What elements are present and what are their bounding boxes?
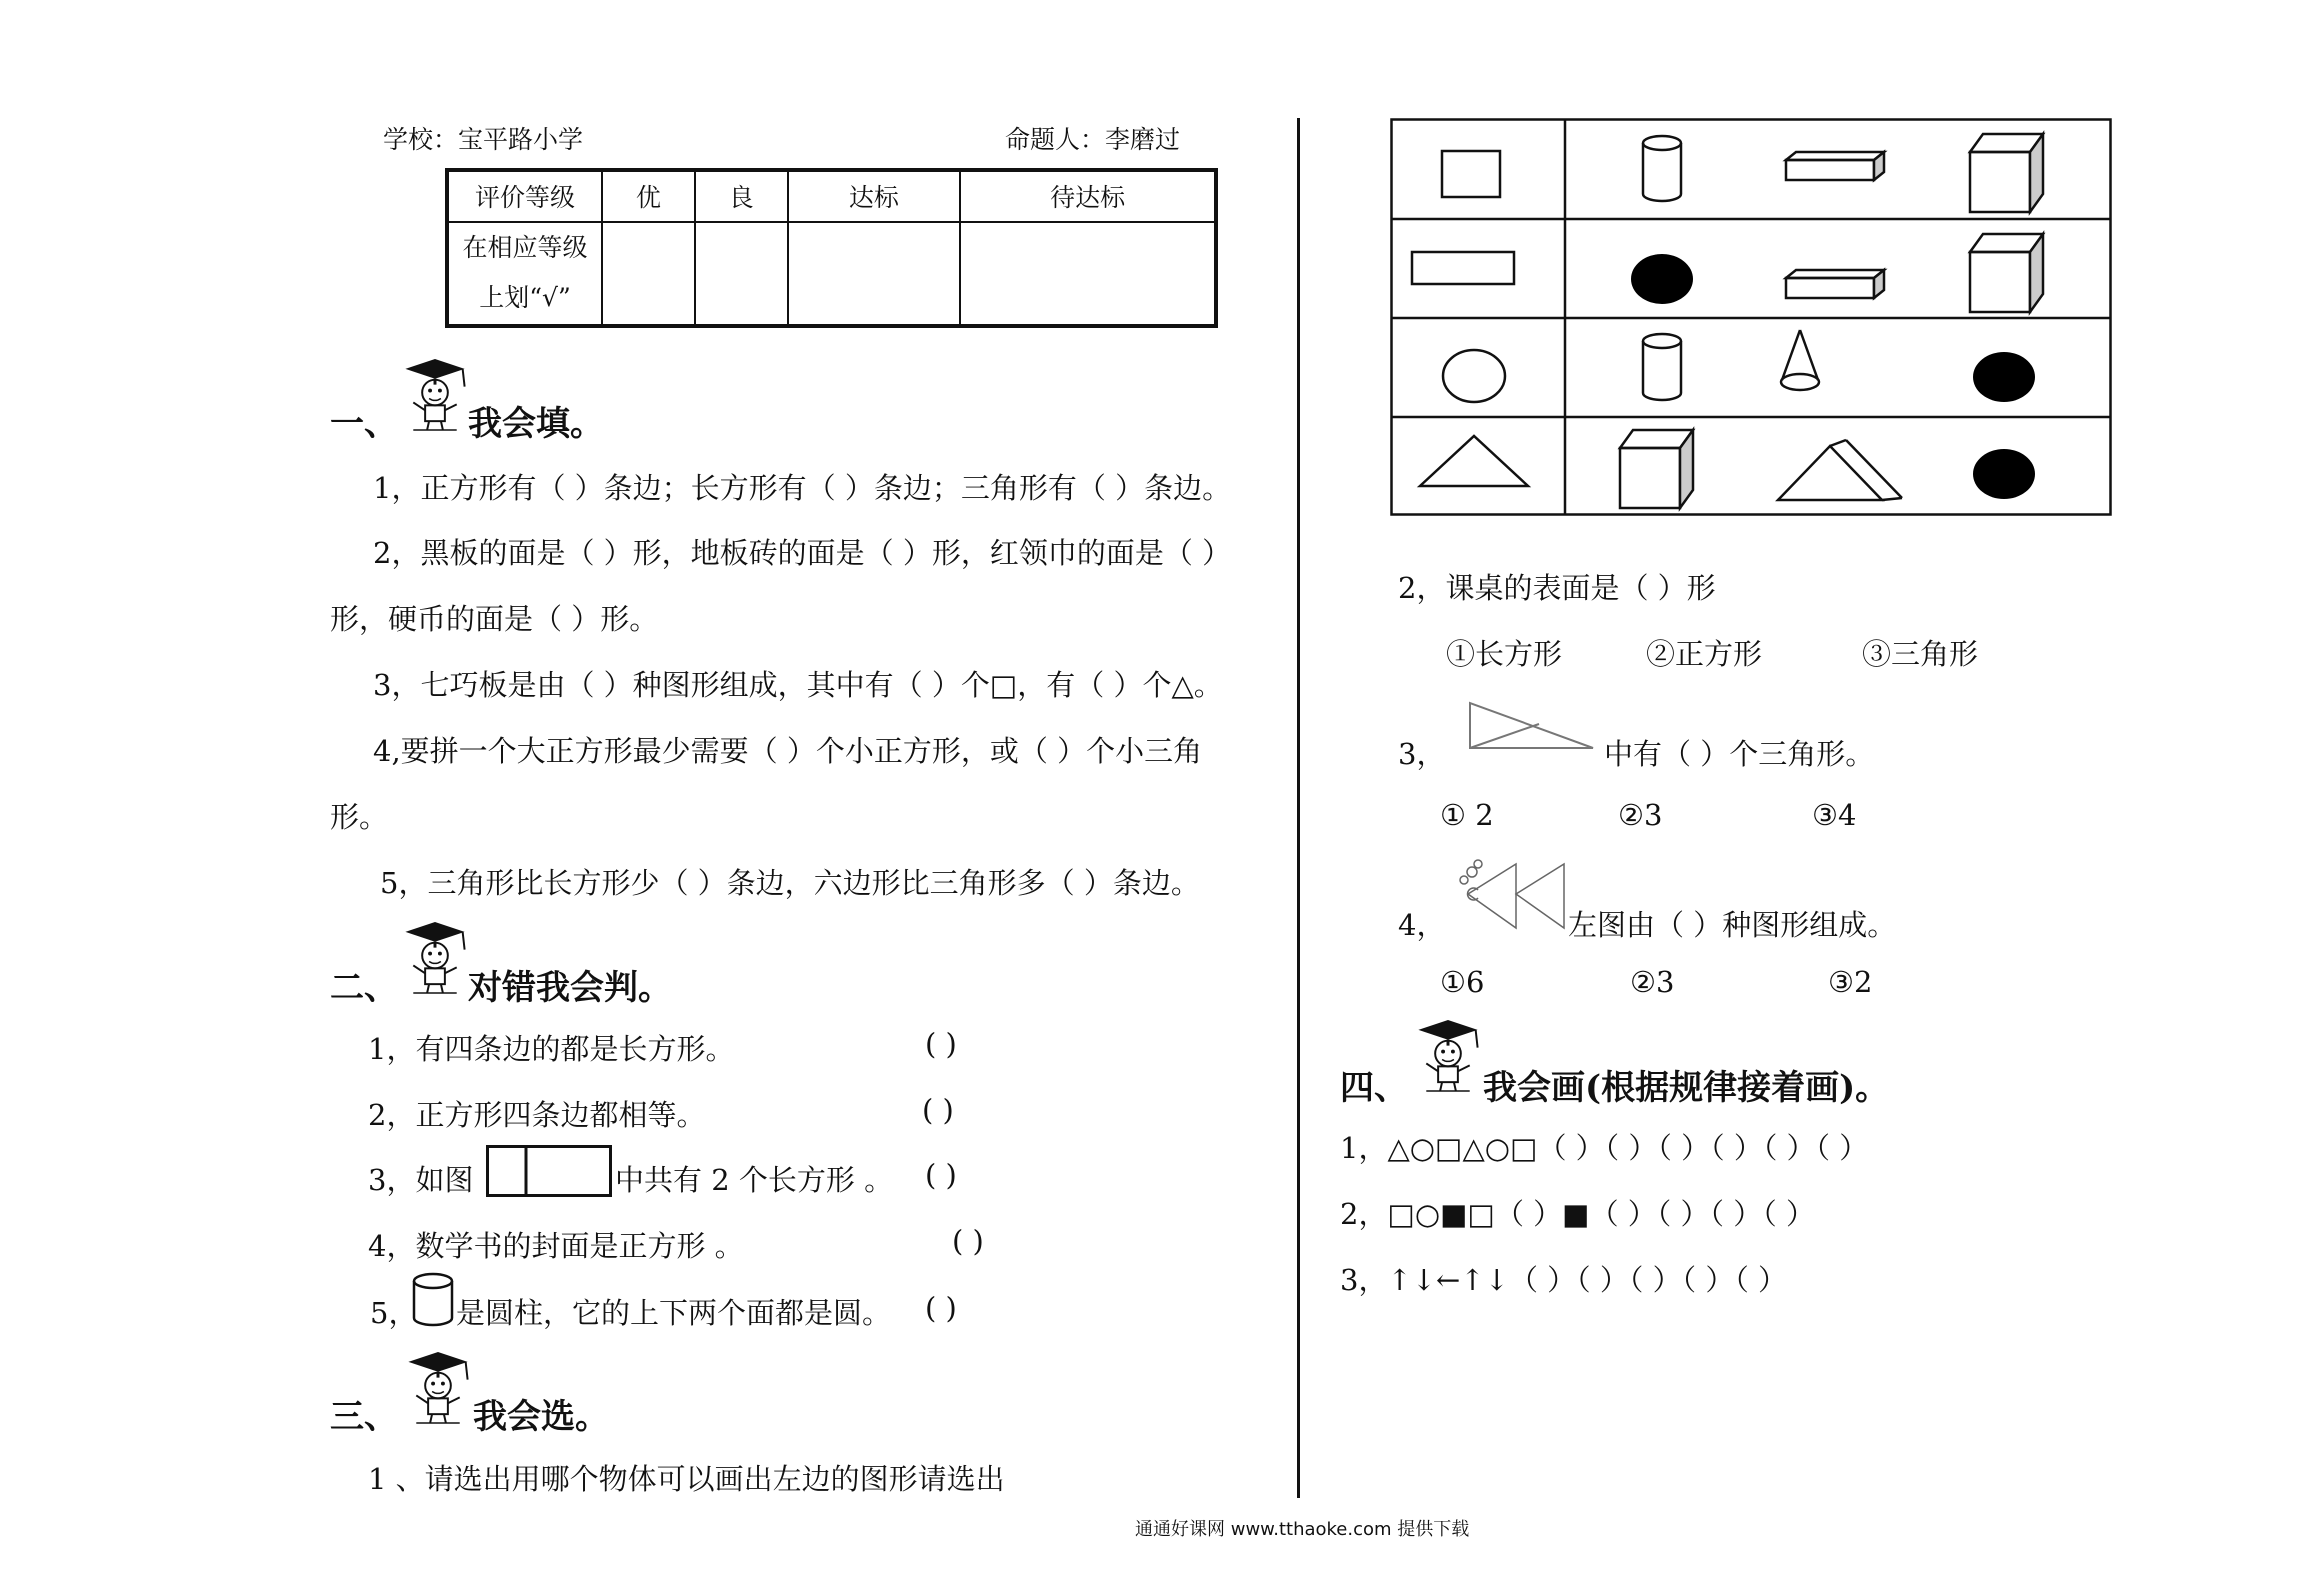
cuboid-shape — [1786, 270, 1884, 298]
triangle-figure — [1467, 700, 1597, 752]
section4-number: 四、 — [1340, 1068, 1408, 1108]
s3-q4-opt1[interactable]: ①6 — [1440, 965, 1485, 999]
s1-q2a: 2，黑板的面是（ ）形，地板砖的面是（ ）形，红领巾的面是（ ） — [373, 536, 1232, 570]
s2-q1-answer[interactable]: ( ) — [925, 1027, 957, 1061]
mascot-icon — [1408, 1018, 1488, 1093]
cylinder-icon — [410, 1272, 456, 1328]
s3-q3-opt3[interactable]: ③4 — [1812, 798, 1857, 832]
mascot-icon — [398, 1350, 478, 1425]
s1-q2b: 形，硬币的面是（ ）形。 — [330, 602, 659, 636]
s3-q4a: 4， — [1398, 908, 1446, 942]
s3-q4b: 左图由（ ）种图形组成。 — [1568, 908, 1897, 942]
triangle-shape — [1420, 436, 1528, 486]
section3-heading: 我会选。 — [473, 1397, 609, 1437]
s4-q3: 3，↑↓←↑↓（ ）（ ）（ ）（ ）（ ） — [1340, 1263, 1788, 1297]
black-circle-shape — [1973, 352, 2035, 402]
school-label: 学校：宝平路小学 — [383, 125, 584, 154]
s2-q1: 1，有四条边的都是长方形。 — [368, 1032, 735, 1066]
rectangle-shape — [1412, 252, 1514, 284]
s3-q2-opt3[interactable]: ③三角形 — [1862, 637, 1979, 671]
s2-q4: 4，数学书的封面是正方形 。 — [368, 1229, 744, 1263]
section3-number: 三、 — [330, 1397, 398, 1437]
section1-number: 一、 — [330, 404, 398, 444]
grade-cell — [788, 222, 961, 326]
grade-header-excellent: 优 — [602, 170, 695, 222]
s2-q5b: 是圆柱，它的上下两个面都是圆。 — [456, 1296, 892, 1330]
cylinder-shape — [1643, 136, 1681, 201]
grade-table — [445, 168, 1218, 328]
grade-cell — [695, 222, 788, 326]
black-circle-shape — [1631, 254, 1693, 304]
s1-q5: 5，三角形比长方形少（ ）条边，六边形比三角形多（ ）条边。 — [380, 866, 1200, 900]
grade-header-good: 良 — [695, 170, 788, 222]
grade-header-pass: 达标 — [788, 170, 961, 222]
s4-q2: 2，□○■□（ ）■（ ）（ ）（ ）（ ） — [1340, 1197, 1815, 1231]
s1-q1: 1，正方形有（ ）条边；长方形有（ ）条边；三角形有（ ）条边。 — [373, 471, 1232, 505]
column-divider — [1297, 118, 1300, 1498]
s3-q2: 2，课桌的表面是（ ）形 — [1398, 571, 1716, 605]
s2-q3b: 中共有 2 个长方形 。 — [615, 1163, 894, 1197]
section2-number: 二、 — [330, 968, 398, 1008]
grade-header-needs-work: 待达标 — [960, 170, 1216, 222]
footer-credit: 通通好课网 www.tthaoke.com 提供下载 — [1135, 1519, 1470, 1540]
s3-q3b: 中有（ ）个三角形。 — [1604, 737, 1875, 771]
s1-q4a: 4,要拼一个大正方形最少需要（ ）个小正方形，或（ ）个小三角 — [373, 734, 1203, 768]
section1-heading: 我会填。 — [468, 404, 604, 444]
s3-q2-opt1[interactable]: ①长方形 — [1446, 637, 1563, 671]
circle-shape — [1443, 350, 1505, 402]
s3-q3-opt1[interactable]: ① 2 — [1440, 798, 1494, 832]
s1-q3: 3，七巧板是由（ ）种图形组成，其中有（ ）个□，有（ ）个△。 — [373, 668, 1223, 702]
s3-q1: 1 、请选出用哪个物体可以画出左边的图形请选出 — [368, 1462, 1005, 1496]
tangram-figure — [1448, 850, 1568, 930]
triangular-prism-shape — [1778, 440, 1902, 500]
s2-q4-answer[interactable]: ( ) — [952, 1224, 984, 1258]
s2-q3-answer[interactable]: ( ) — [925, 1158, 957, 1192]
grade-row-label-2: 上划“√” — [479, 283, 571, 312]
black-circle-shape — [1973, 449, 2035, 499]
cylinder-shape — [1643, 334, 1681, 400]
s3-q4-opt3[interactable]: ③2 — [1828, 965, 1873, 999]
square-shape — [1442, 151, 1500, 197]
cone-shape — [1781, 330, 1819, 390]
s2-q5a: 5， — [370, 1296, 418, 1330]
s2-q2-answer[interactable]: ( ) — [922, 1093, 954, 1127]
cube-shape — [1620, 430, 1693, 508]
two-rectangles-figure — [486, 1145, 612, 1197]
cuboid-shape — [1786, 152, 1884, 180]
grade-header-level: 评价等级 — [447, 170, 602, 222]
cube-shape — [1970, 134, 2043, 212]
mascot-icon — [395, 920, 475, 995]
s3-q4-opt2[interactable]: ②3 — [1630, 965, 1675, 999]
s2-q2: 2，正方形四条边都相等。 — [368, 1098, 706, 1132]
grade-row-label-1: 在相应等级 — [462, 233, 588, 262]
mascot-icon — [395, 357, 475, 432]
s4-q1: 1，△○□△○□（ ）（ ）（ ）（ ）（ ）（ ） — [1340, 1131, 1869, 1165]
s1-q4b: 形。 — [330, 800, 389, 834]
author-label: 命题人：李磨过 — [1005, 125, 1181, 154]
s2-q5-answer[interactable]: ( ) — [925, 1291, 957, 1325]
cube-shape — [1970, 234, 2043, 312]
s2-q3a: 3，如图 — [368, 1163, 474, 1197]
section4-heading: 我会画(根据规律接着画)。 — [1483, 1068, 1890, 1108]
grade-cell — [602, 222, 695, 326]
s3-q2-opt2[interactable]: ②正方形 — [1646, 637, 1763, 671]
s3-q3a: 3， — [1398, 737, 1446, 771]
grade-cell — [960, 222, 1216, 326]
shape-matching-table — [1390, 118, 2112, 516]
s3-q3-opt2[interactable]: ②3 — [1618, 798, 1663, 832]
section2-heading: 对错我会判。 — [468, 968, 672, 1008]
